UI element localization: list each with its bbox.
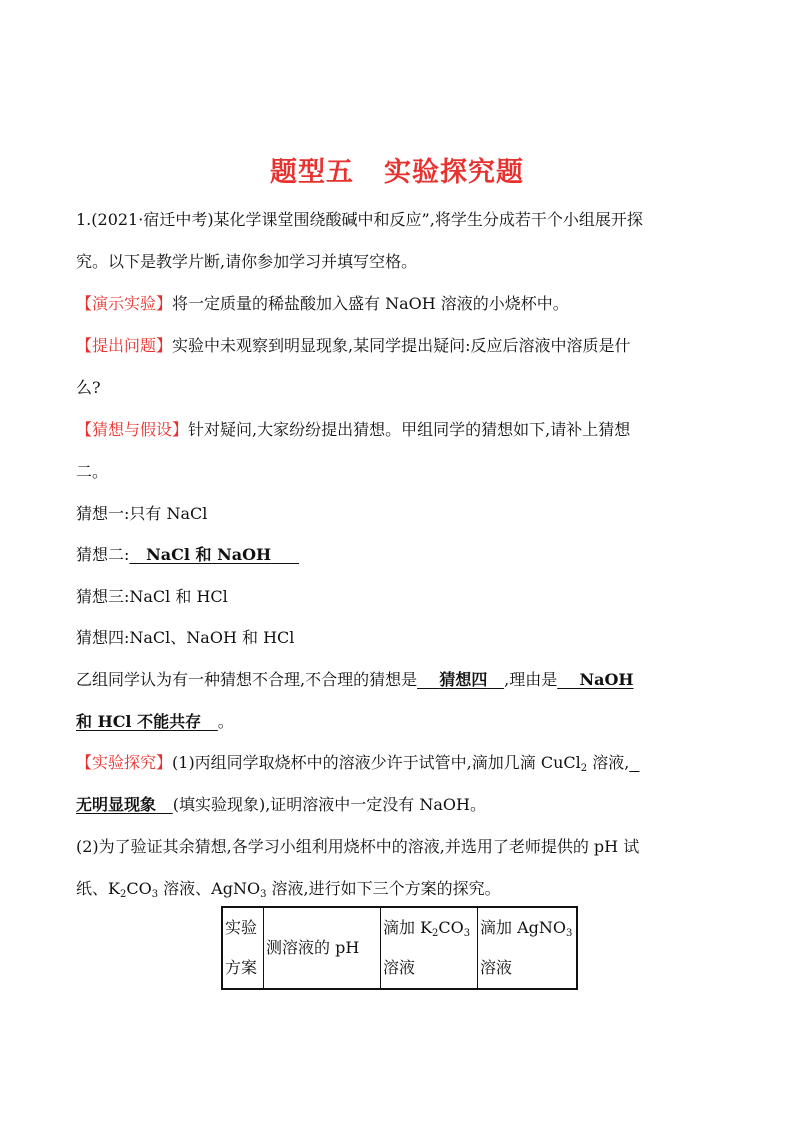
part2-line-2: 纸、$K_2CO_3$ 溶液、AgNO$_3$ 溶液,进行如下三个方案的探究。	[76, 879, 501, 900]
demo-line	[76, 293, 569, 315]
guess-4: 猜想四:NaCl、NaOH 和 HCl	[76, 628, 295, 647]
question-line-1	[76, 335, 631, 357]
demo-tag: 【演示实验】	[76, 294, 173, 313]
reason-period: 。	[217, 712, 234, 731]
group-b-line	[76, 669, 634, 691]
table-row	[222, 907, 577, 989]
group-b-answer: 猜想四	[439, 670, 488, 689]
reason-label: ,理由是	[504, 670, 558, 689]
explore-text-a: (1)丙组同学取烧杯中的溶液少许于试管中,滴加几滴 CuCl	[172, 753, 581, 772]
explore-text-b: 溶液,	[587, 753, 630, 772]
hypothesis-tag: 【猜想与假设】	[76, 420, 189, 439]
explore-answer: 无明显现象	[76, 795, 157, 814]
table-header-cell: 实验 方案	[222, 907, 264, 989]
table-cell-k2co3: 滴加 $K_2CO_3$ 溶液	[381, 907, 478, 989]
page-title	[0, 150, 794, 189]
explore-text-c: (填实验现象),证明溶液中一定没有 NaOH。	[172, 795, 487, 814]
title-part2: 实验探究题	[384, 157, 524, 188]
explore-tag: 【实验探究】	[76, 753, 173, 772]
reason-line-2	[76, 711, 234, 733]
guess-2-label: 猜想二:	[76, 545, 130, 564]
explore-sub: 2	[580, 763, 588, 774]
part2-line-1: (2)为了验证其余猜想,各学习小组利用烧杯中的溶液,并选用了老师提供的 pH 试	[76, 837, 640, 856]
experiment-plan-table	[221, 906, 578, 990]
reason-answer-1: NaOH	[579, 670, 634, 689]
group-b-text: 乙组同学认为有一种猜想不合理,不合理的猜想是	[76, 670, 418, 689]
reason-answer-2: 和 HCl 不能共存	[76, 712, 202, 731]
intro-line-2: 究。以下是教学片断,请你参加学习并填写空格。	[76, 252, 418, 271]
demo-text: 将一定质量的稀盐酸加入盛有 NaOH 溶液的小烧杯中。	[172, 294, 569, 313]
table-cell-agno3: 滴加 AgNO$_3$ 溶液	[478, 907, 578, 989]
guess-2-answer: NaCl 和 NaOH	[146, 545, 272, 564]
intro-line-1: 1.(2021·宿迁中考)某化学课堂围绕酸碱中和反应”,将学生分成若干个小组展开探	[76, 210, 643, 229]
explore-blank	[629, 753, 639, 772]
hypothesis-line-2: 二。	[76, 462, 109, 481]
guess-3: 猜想三:NaCl 和 HCl	[76, 587, 228, 606]
hypothesis-text-1: 针对疑问,大家纷纷提出猜想。甲组同学的猜想如下,请补上猜想	[188, 420, 631, 439]
guess-2	[76, 544, 299, 566]
hypothesis-line-1	[76, 419, 630, 441]
guess-1: 猜想一:只有 NaCl	[76, 504, 208, 523]
table-cell-ph: 测溶液的 pH	[264, 907, 381, 989]
title-part1: 题型五	[270, 157, 354, 188]
question-text-1: 实验中未观察到明显现象,某同学提出疑问:反应后溶液中溶质是什	[172, 336, 631, 355]
explore-line-2	[76, 794, 486, 816]
question-line-2: 么?	[76, 378, 101, 397]
explore-line-1	[76, 752, 640, 774]
question-tag: 【提出问题】	[76, 336, 173, 355]
